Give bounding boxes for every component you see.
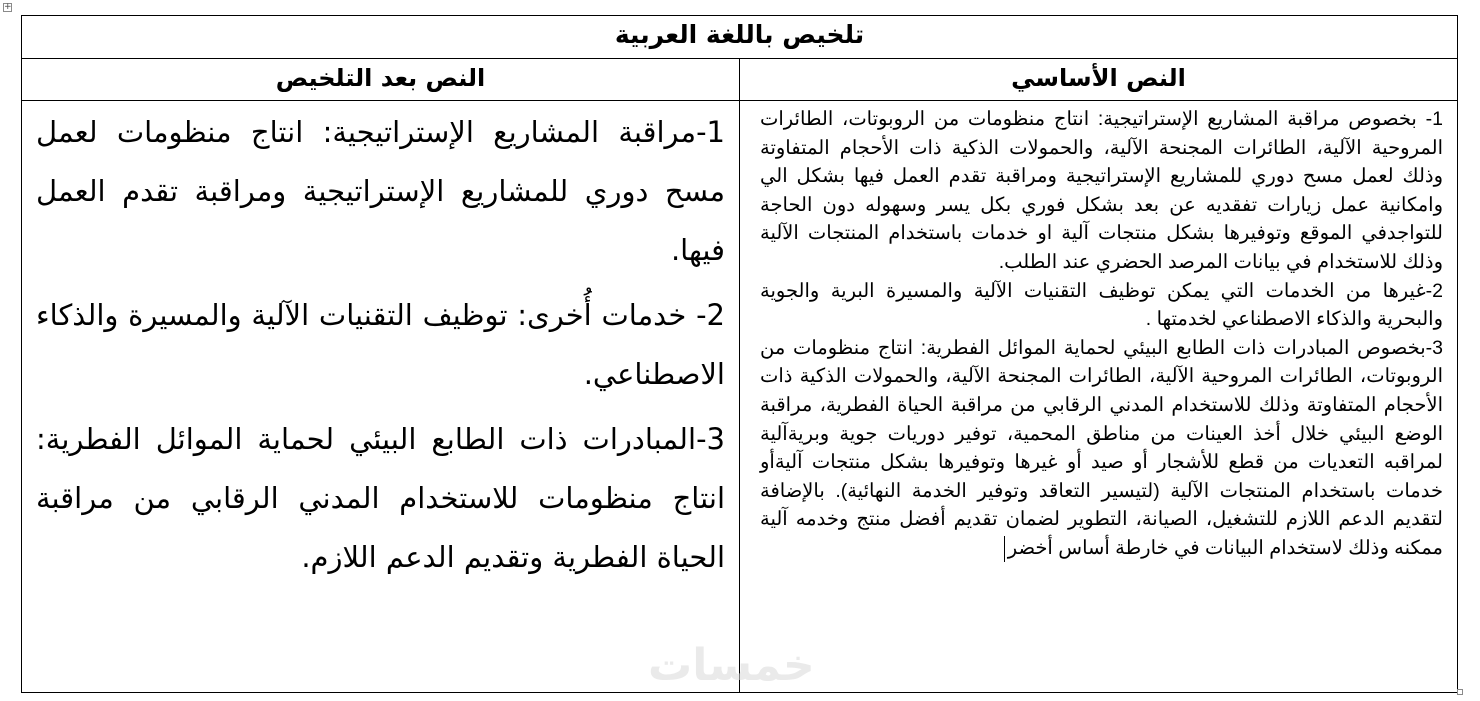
summary-paragraph-2: 2- خدمات أُخرى: توظيف التقنيات الآلية والمسيرة والذكاء الاصطناعي.	[36, 298, 725, 391]
summary-text-header[interactable]: النص بعد التلخيص	[22, 59, 740, 101]
header-row	[22, 59, 1458, 101]
original-paragraph-2: 2-غيرها من الخدمات التي يمكن توظيف التقنيات الآلية والمسيرة البرية والجوية والبحرية والذكاء الاصطناعي لخدمتها .	[760, 279, 1443, 331]
original-text-cell[interactable]	[740, 101, 1458, 693]
summary-text-cell[interactable]	[22, 101, 740, 693]
original-paragraph-3	[760, 334, 1443, 563]
summary-table	[21, 15, 1458, 693]
original-text-header[interactable]: النص الأساسي	[740, 59, 1458, 101]
summary-paragraph-3: 3-المبادرات ذات الطابع البيئي لحماية الموائل الفطرية: انتاج منظومات للاستخدام المدني الرقابي من مراقبة الحياة الفطرية وتقديم الدعم اللازم.	[36, 422, 725, 574]
table-resize-handle-icon[interactable]	[1457, 689, 1463, 695]
table-title[interactable]: تلخيص باللغة العربية	[22, 16, 1458, 59]
table-move-handle-icon[interactable]: +	[4, 2, 12, 12]
original-paragraph-3-text: 3-بخصوص المبادرات ذات الطابع البيئي لحماية الموائل الفطرية: انتاج منظومات من الروبوتات، الطائرات المروحية الآلية، الطائرات المجنحة الآلية، والحمولات الذكية ذات الأحجام المتفاوتة وذلك للاستخدام المدني الرقابي من مراقبة الحياة الفطرية، مراقبة الوضع البيئي خلال أخذ العينات من مناطق المحمية، توفير دوريات جوية وبريةآلية لمراقبه التعديات من قطع للأشجار أو صيد أو غيرها وتوفيرها بشكل منتجات آليةأو خدمات باستخدام المنتجات الآلية (لتيسير التعاقد وتوفير الخدمة النهائية). بالإضافة لتقديم الدعم اللازم للتشغيل، الصيانة، التطوير لضمان تقديم أفضل منتج وخدمه آلية ممكنه وذلك لاستخدام البيانات في خارطة أساس أخضر	[760, 336, 1443, 559]
content-row	[22, 101, 1458, 693]
watermark-logo: خمسات	[648, 640, 815, 691]
title-row	[22, 16, 1458, 59]
summary-paragraph-1: 1-مراقبة المشاريع الإستراتيجية: انتاج منظومات لعمل مسح دوري للمشاريع الإستراتيجية ومراقبة تقدم العمل فيها.	[36, 115, 725, 267]
text-cursor	[1004, 536, 1005, 562]
original-paragraph-1: 1- بخصوص مراقبة المشاريع الإستراتيجية: انتاج منظومات من الروبوتات، الطائرات المروحية الآلية، الطائرات المجنحة الآلية، والحمولات الذكية ذات الأحجام المتفاوتة وذلك لعمل مسح دوري للمشاريع الإستراتيجية ومراقبة تقدم العمل فيها بشكل الي وامكانية عمل زيارات تفقديه عن بعد بشكل فوري بكل يسر وسهوله دون الحاجة للتواجدفي الموقع وتوفيرها بشكل منتجات آلية او خدمات باستخدام المنتجات الآلية وذلك للاستخدام في بيانات المرصد الحضري عند الطلب.	[760, 108, 1443, 273]
